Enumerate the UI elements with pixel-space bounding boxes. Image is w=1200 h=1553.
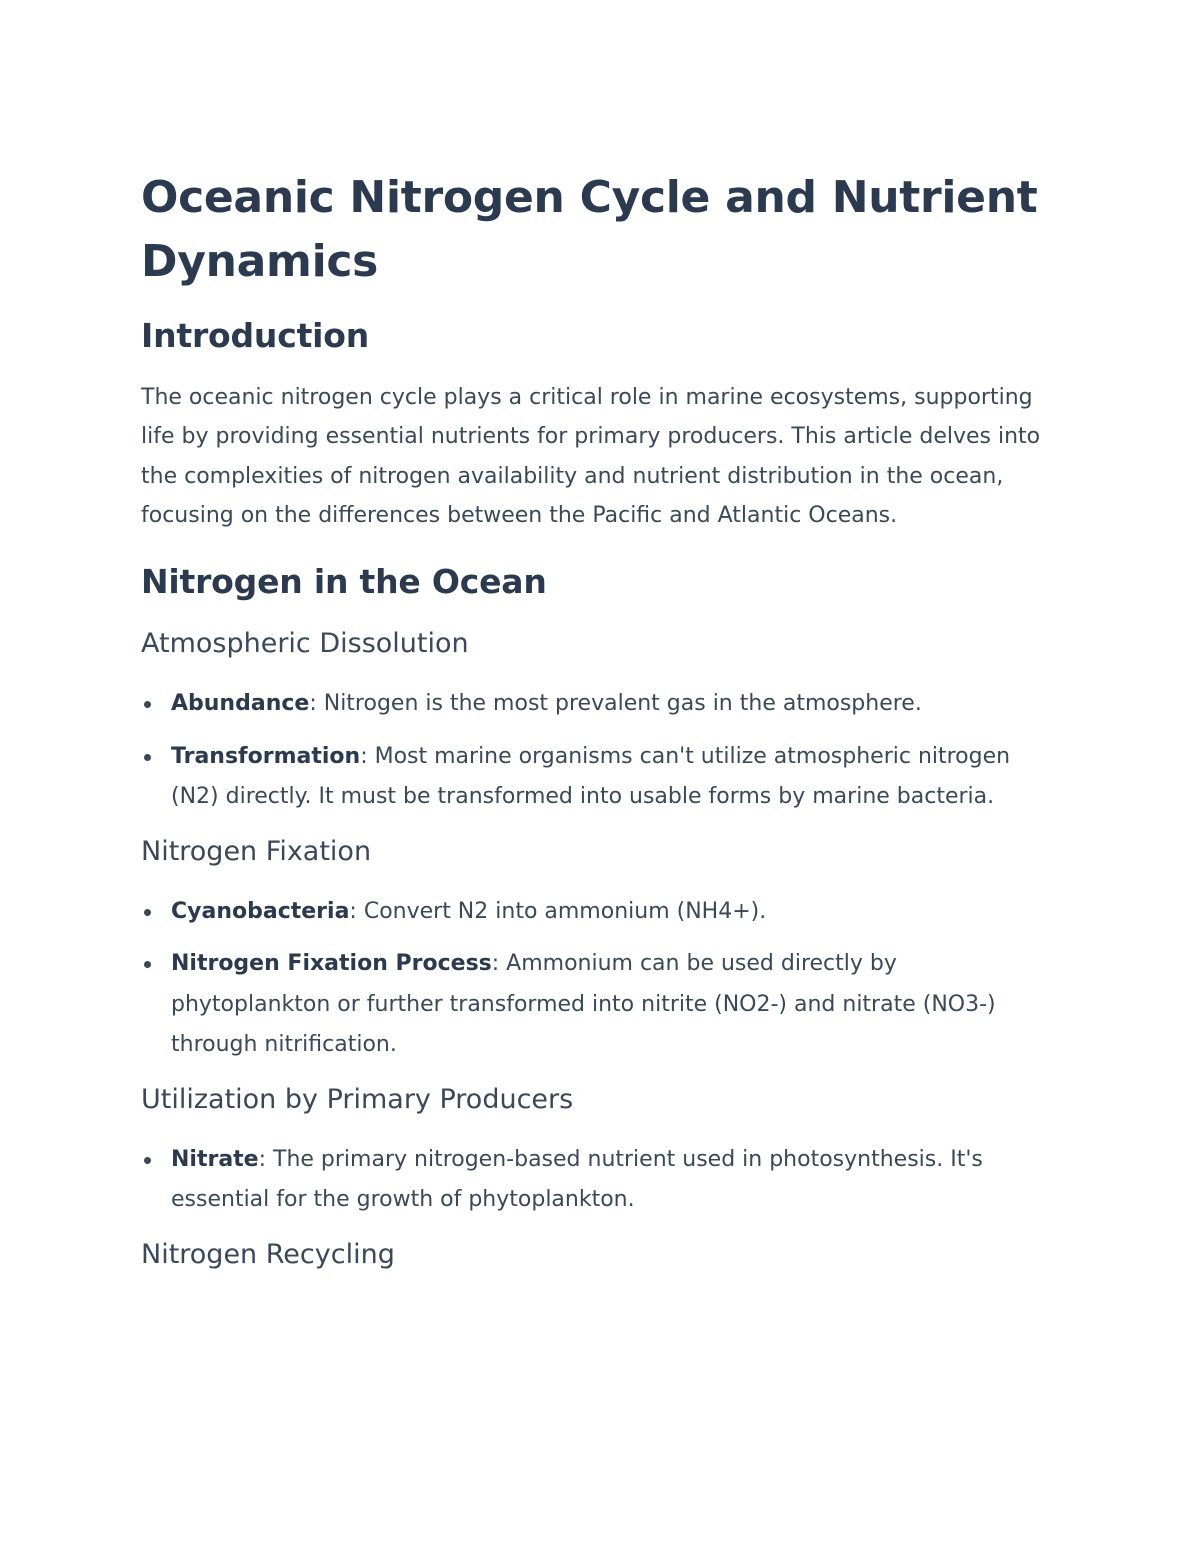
utilization-list	[141, 1140, 1061, 1221]
list-item-term: Abundance	[171, 691, 310, 717]
section-heading-introduction: Introduction	[141, 316, 370, 355]
list-item-text: : The primary nitrogen-based nutrient used in photosynthesis. It's essential for the growth of phytoplankton.	[171, 1146, 983, 1213]
list-item-term: Nitrate	[171, 1146, 259, 1172]
bullet-icon	[144, 701, 151, 708]
document-page	[141, 166, 1061, 1275]
list-item-term: Nitrogen Fixation Process	[171, 951, 492, 977]
list-item-text: : Most marine organisms can't utilize atmospheric nitrogen (N2) directly. It must be transformed into usable forms by marine bacteria.	[171, 743, 1011, 810]
list-item	[141, 737, 1061, 818]
list-item	[141, 1140, 1061, 1221]
list-item	[141, 892, 1061, 933]
introduction-paragraph: The oceanic nitrogen cycle plays a critical role in marine ecosystems, supporting life by providing essential nutrients for primary producers. This article delves into the complexities of nitrogen availability and nutrient distribution in the ocean, focusing on the differences between the Pacific and Atlantic Oceans.	[141, 385, 1041, 528]
subheading-nitrogen-fixation: Nitrogen Fixation	[141, 835, 372, 867]
bullet-icon	[144, 1157, 151, 1164]
subheading-atmospheric-dissolution: Atmospheric Dissolution	[141, 628, 469, 660]
list-item-text: : Ammonium can be used directly by phytoplankton or further transformed into nitrite (NO2-) and nitrate (NO3-) through nitrification.	[171, 951, 996, 1058]
bullet-icon	[144, 909, 151, 916]
list-item-term: Cyanobacteria	[171, 898, 350, 924]
section-heading-nitrogen-in-ocean: Nitrogen in the Ocean	[141, 562, 547, 602]
fixation-list	[141, 892, 1061, 1066]
atmospheric-list	[141, 684, 1061, 818]
subheading-utilization: Utilization by Primary Producers	[141, 1083, 574, 1115]
list-item-term: Transformation	[171, 743, 361, 769]
list-item	[141, 944, 1061, 1066]
document-title: Oceanic Nitrogen Cycle and Nutrient Dynamics	[141, 172, 1038, 287]
bullet-icon	[144, 961, 151, 968]
list-item	[141, 684, 1061, 725]
list-item-text: : Convert N2 into ammonium (NH4+).	[349, 898, 767, 924]
list-item-text: : Nitrogen is the most prevalent gas in the atmosphere.	[309, 691, 922, 717]
subheading-nitrogen-recycling: Nitrogen Recycling	[141, 1238, 395, 1270]
bullet-icon	[144, 754, 151, 761]
